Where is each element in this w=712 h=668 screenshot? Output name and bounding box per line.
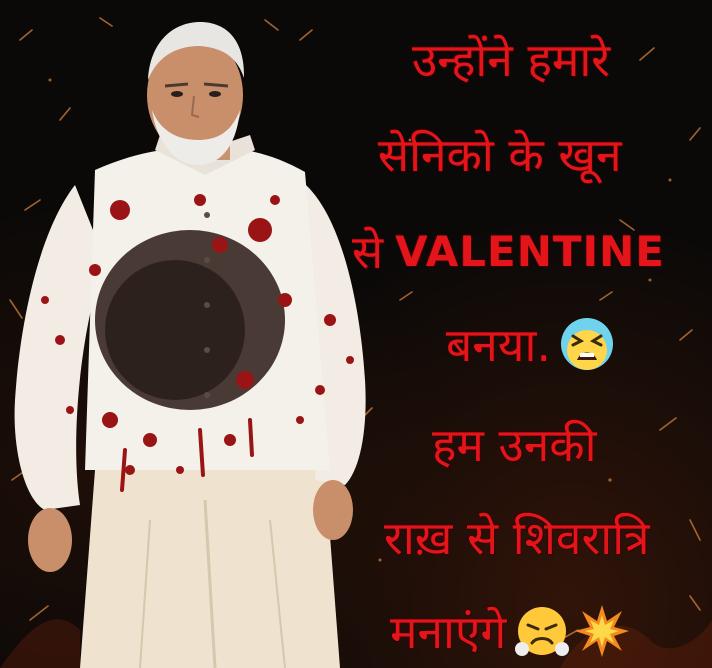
steaming-face-icon [514, 603, 570, 659]
caption-line-4-text: बनया. [446, 318, 552, 372]
caption-line-2: सेनिको के खून [378, 128, 622, 182]
caption-line-3-latin: VALENTINE [395, 226, 665, 276]
collision-icon [574, 603, 630, 659]
caption-line-3 [352, 220, 665, 282]
caption-line-5: हम उनकी [432, 418, 597, 472]
caption-line-6: राख़ से शिवरात्रि [384, 511, 650, 565]
caption-line-4 [446, 313, 615, 375]
caption-line-7-text: मनाएंगे [390, 605, 507, 659]
tired-face-icon [559, 316, 615, 372]
caption-line-7 [390, 600, 630, 662]
caption-line-1: उन्होंने हमारे [412, 33, 611, 87]
caption-line-3-hindi: से [352, 225, 384, 279]
